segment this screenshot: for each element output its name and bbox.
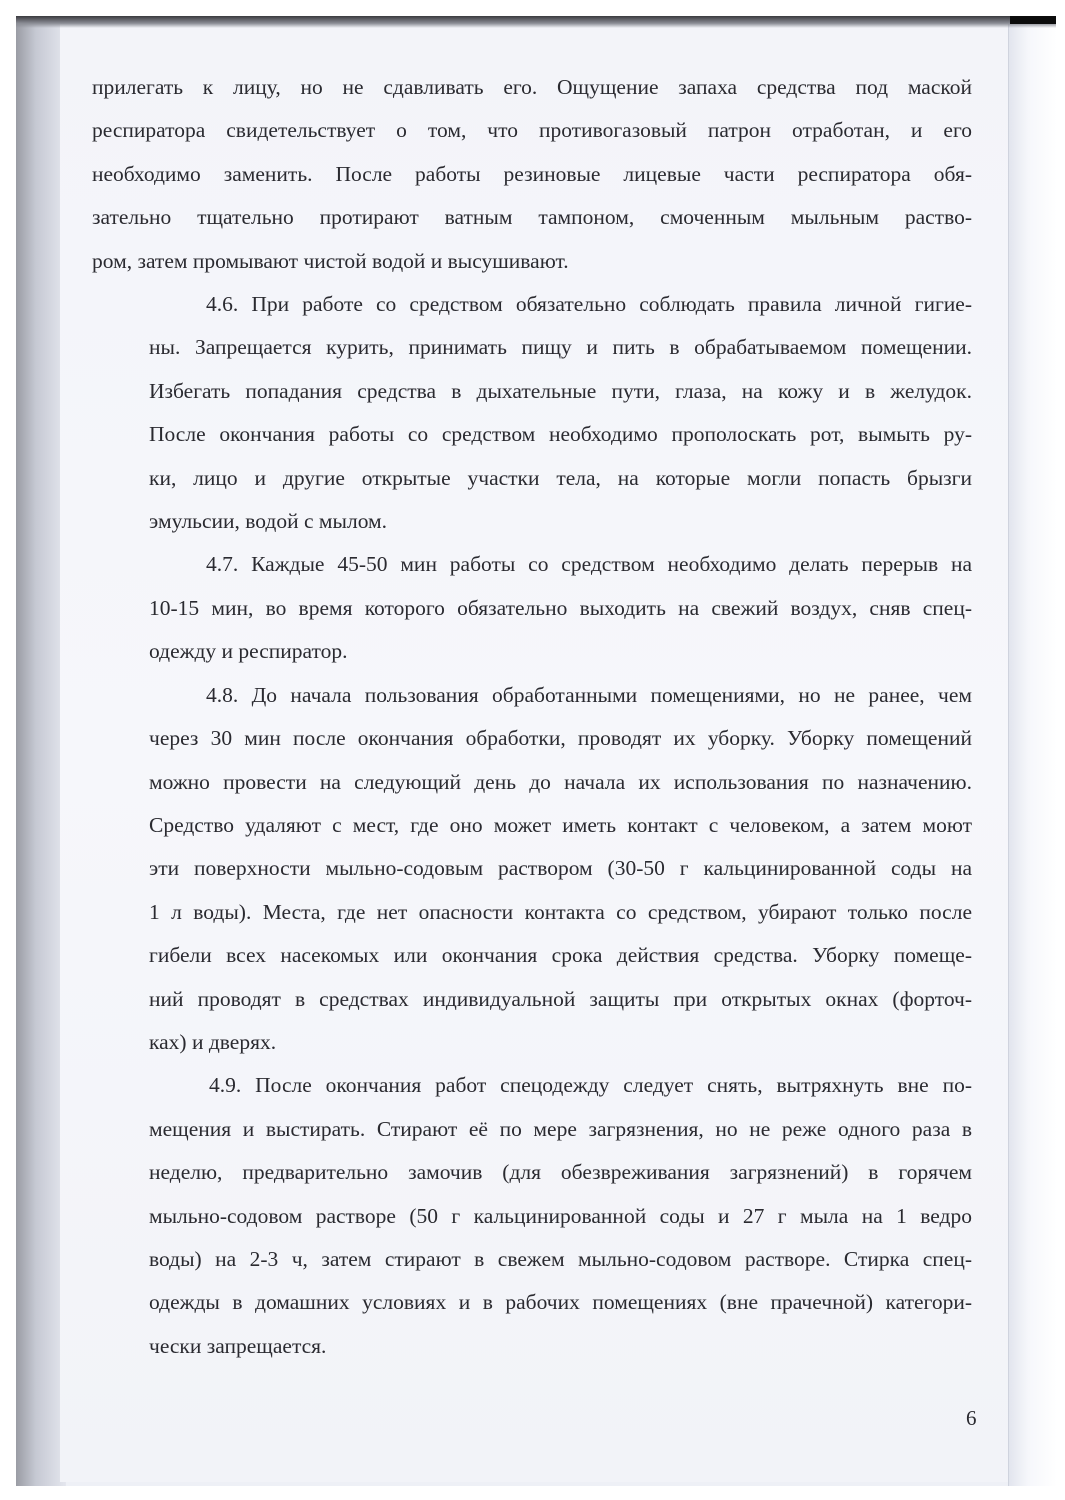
- paragraph-4-8: [92, 674, 972, 1065]
- text-line: ны. Запрещается курить, принимать пищу и пить в обрабатываемом помещении.: [149, 335, 972, 360]
- text-line: 4.9. После окончания работ спецодежду следует снять, вытряхнуть вне по-: [209, 1073, 972, 1098]
- text-line: респиратора свидетельствует о том, что противогазовый патрон отработан, и его: [92, 118, 972, 143]
- text-line: мыльно-содовом растворе (50 г кальцинированной соды и 27 г мыла на 1 ведро: [149, 1203, 972, 1228]
- text-line: гибели всех насекомых или окончания срока действия средства. Уборку помеще-: [149, 943, 972, 968]
- document-body: [92, 66, 972, 1368]
- paragraph-4-6: [92, 283, 972, 543]
- text-line: Избегать попадания средства в дыхательные пути, глаза, на кожу и в желудок.: [149, 378, 972, 403]
- text-line: эти поверхности мыльно-содовым раствором (30-50 г кальцинированной соды на: [149, 856, 972, 881]
- paragraph-4-9: [92, 1064, 972, 1368]
- paragraph-4-7: [92, 543, 972, 673]
- text-line: одежду и респиратор.: [149, 639, 348, 664]
- text-line: чески запрещается.: [149, 1333, 327, 1358]
- page-top-edge-shadow: [16, 16, 1056, 28]
- page-right-edge: [1008, 24, 1057, 1486]
- page-number: 6: [966, 1406, 977, 1430]
- text-line: зательно тщательно протирают ватным тампоном, смоченным мыльным раство-: [92, 205, 972, 230]
- text-line: 10-15 мин, во время которого обязательно выходить на свежий воздух, сняв спец-: [149, 595, 972, 620]
- text-line: одежды в домашних условиях и в рабочих помещениях (вне прачечной) категори-: [149, 1290, 972, 1315]
- text-line: ром, затем промывают чистой водой и высушивают.: [92, 248, 569, 273]
- text-line: эмульсии, водой с мылом.: [149, 509, 388, 534]
- text-line: ний проводят в средствах индивидуальной защиты при открытых окнах (форточ-: [149, 986, 972, 1011]
- page-left-edge-shadow: [16, 16, 66, 1486]
- text-line: неделю, предварительно замочив (для обезвреживания загрязнений) в горячем: [149, 1160, 972, 1185]
- text-line: 4.7. Каждые 45-50 мин работы со средством необходимо делать перерыв на: [206, 552, 972, 577]
- text-line: Средство удаляют с мест, где оно может иметь контакт с человеком, а затем моют: [149, 812, 972, 837]
- text-line: ках) и дверях.: [149, 1029, 277, 1054]
- text-line: можно провести на следующий день до начала их использования по назначению.: [149, 769, 972, 794]
- text-line: мещения и выстирать. Стирают её по мере загрязнения, но не реже одного раза в: [149, 1116, 972, 1141]
- text-line: прилегать к лицу, но не сдавливать его. Ощущение запаха средства под маской: [92, 75, 972, 99]
- text-line: 4.8. До начала пользования обработанными помещениями, но не ранее, чем: [206, 682, 972, 707]
- text-line: воды) на 2-3 ч, затем стирают в свежем мыльно-содовом растворе. Стирка спец-: [149, 1246, 972, 1271]
- text-line: через 30 мин после окончания обработки, проводят их уборку. Уборку помещений: [149, 726, 972, 751]
- text-line: 1 л воды). Места, где нет опасности контакта со средством, убирают только после: [149, 899, 972, 924]
- scanner-corner: [1010, 16, 1056, 24]
- text-line: необходимо заменить. После работы резиновые лицевые части респиратора обя-: [92, 161, 972, 186]
- paragraph-continuation: [92, 66, 972, 283]
- text-line: ки, лицо и другие открытые участки тела, на которые могли попасть брызги: [149, 465, 972, 490]
- text-line: После окончания работы со средством необходимо прополоскать рот, вымыть ру-: [149, 422, 972, 447]
- text-line: 4.6. При работе со средством обязательно соблюдать правила личной гигие-: [206, 292, 972, 317]
